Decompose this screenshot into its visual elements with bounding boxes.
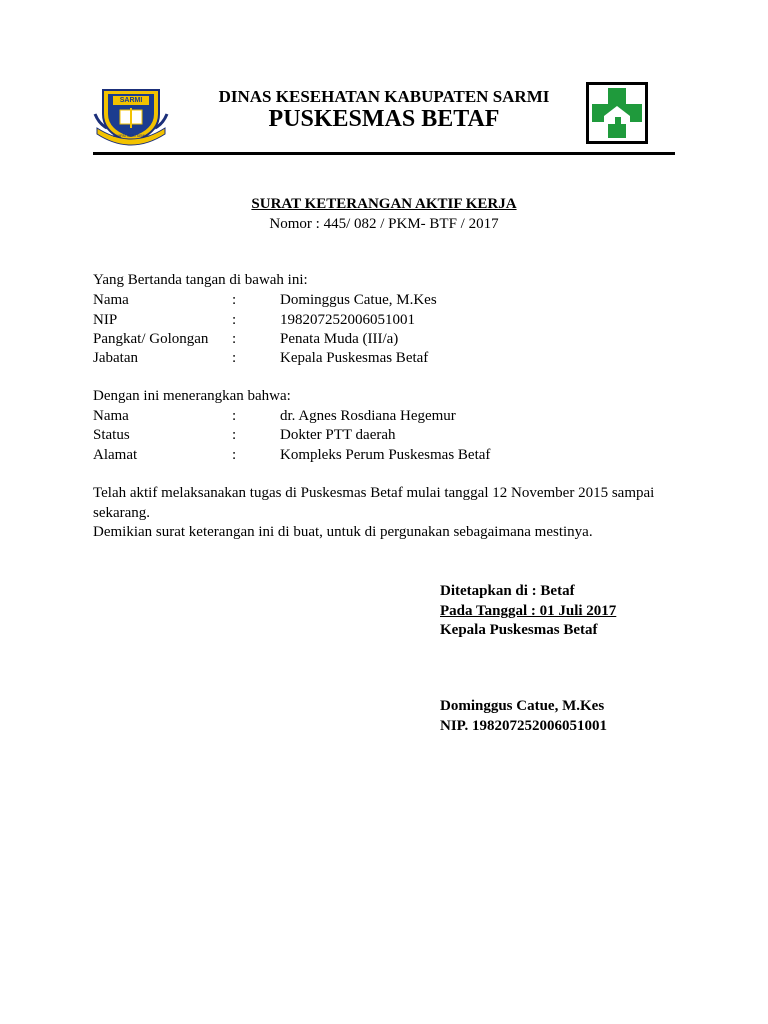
subject-label: Alamat: [93, 447, 138, 463]
signer-label: NIP: [93, 312, 118, 328]
colon: :: [232, 331, 237, 347]
subject-value: Dokter PTT daerah: [280, 427, 396, 443]
signer-label: Pangkat/ Golongan: [93, 331, 209, 347]
subject-value: Kompleks Perum Puskesmas Betaf: [280, 447, 491, 463]
signature-name: Dominggus Catue, M.Kes: [440, 698, 605, 714]
agency-heading: DINAS KESEHATAN KABUPATEN SARMI: [218, 87, 550, 106]
body-line: Telah aktif melaksanakan tugas di Puskesmas Betaf mulai tanggal 12 November 2015 sampai: [93, 485, 655, 501]
colon: :: [232, 408, 237, 424]
header-divider: [93, 152, 675, 155]
subject-value: dr. Agnes Rosdiana Hegemur: [280, 408, 456, 424]
signature-position: Kepala Puskesmas Betaf: [440, 622, 598, 638]
signer-value: Kepala Puskesmas Betaf: [280, 350, 429, 366]
colon: :: [232, 427, 237, 443]
signer-label: Nama: [93, 292, 129, 308]
sarmi-logo-motto: SAMPAI SATU SEMUA: [112, 134, 150, 138]
signature-place: Ditetapkan di : Betaf: [440, 583, 575, 599]
document-number: Nomor : 445/ 082 / PKM- BTF / 2017: [269, 216, 499, 232]
signer-value: 198207252006051001: [280, 312, 415, 328]
statement-text: Dengan ini menerangkan bahwa:: [93, 388, 291, 404]
sarmi-logo-text: SARMI: [119, 97, 143, 104]
colon: :: [232, 447, 237, 463]
body-line: sekarang.: [93, 505, 151, 521]
signature-date: Pada Tanggal : 01 Juli 2017: [440, 603, 617, 619]
colon: :: [232, 292, 237, 308]
green-cross-logo-icon: [586, 82, 648, 144]
intro-text: Yang Bertanda tangan di bawah ini:: [93, 272, 308, 288]
subject-label: Nama: [93, 408, 129, 424]
document-title: SURAT KETERANGAN AKTIF KERJA: [251, 196, 517, 212]
body-line: Demikian surat keterangan ini di buat, untuk di pergunakan sebagaimana mestinya.: [93, 524, 593, 540]
signer-label: Jabatan: [93, 350, 138, 366]
subject-label: Status: [93, 427, 130, 443]
signer-value: Penata Muda (III/a): [280, 331, 399, 347]
signer-value: Dominggus Catue, M.Kes: [280, 292, 437, 308]
signature-nip: NIP. 198207252006051001: [440, 718, 607, 734]
colon: :: [232, 312, 237, 328]
puskesmas-heading: PUSKESMAS BETAF: [268, 106, 500, 132]
colon: :: [232, 350, 237, 366]
